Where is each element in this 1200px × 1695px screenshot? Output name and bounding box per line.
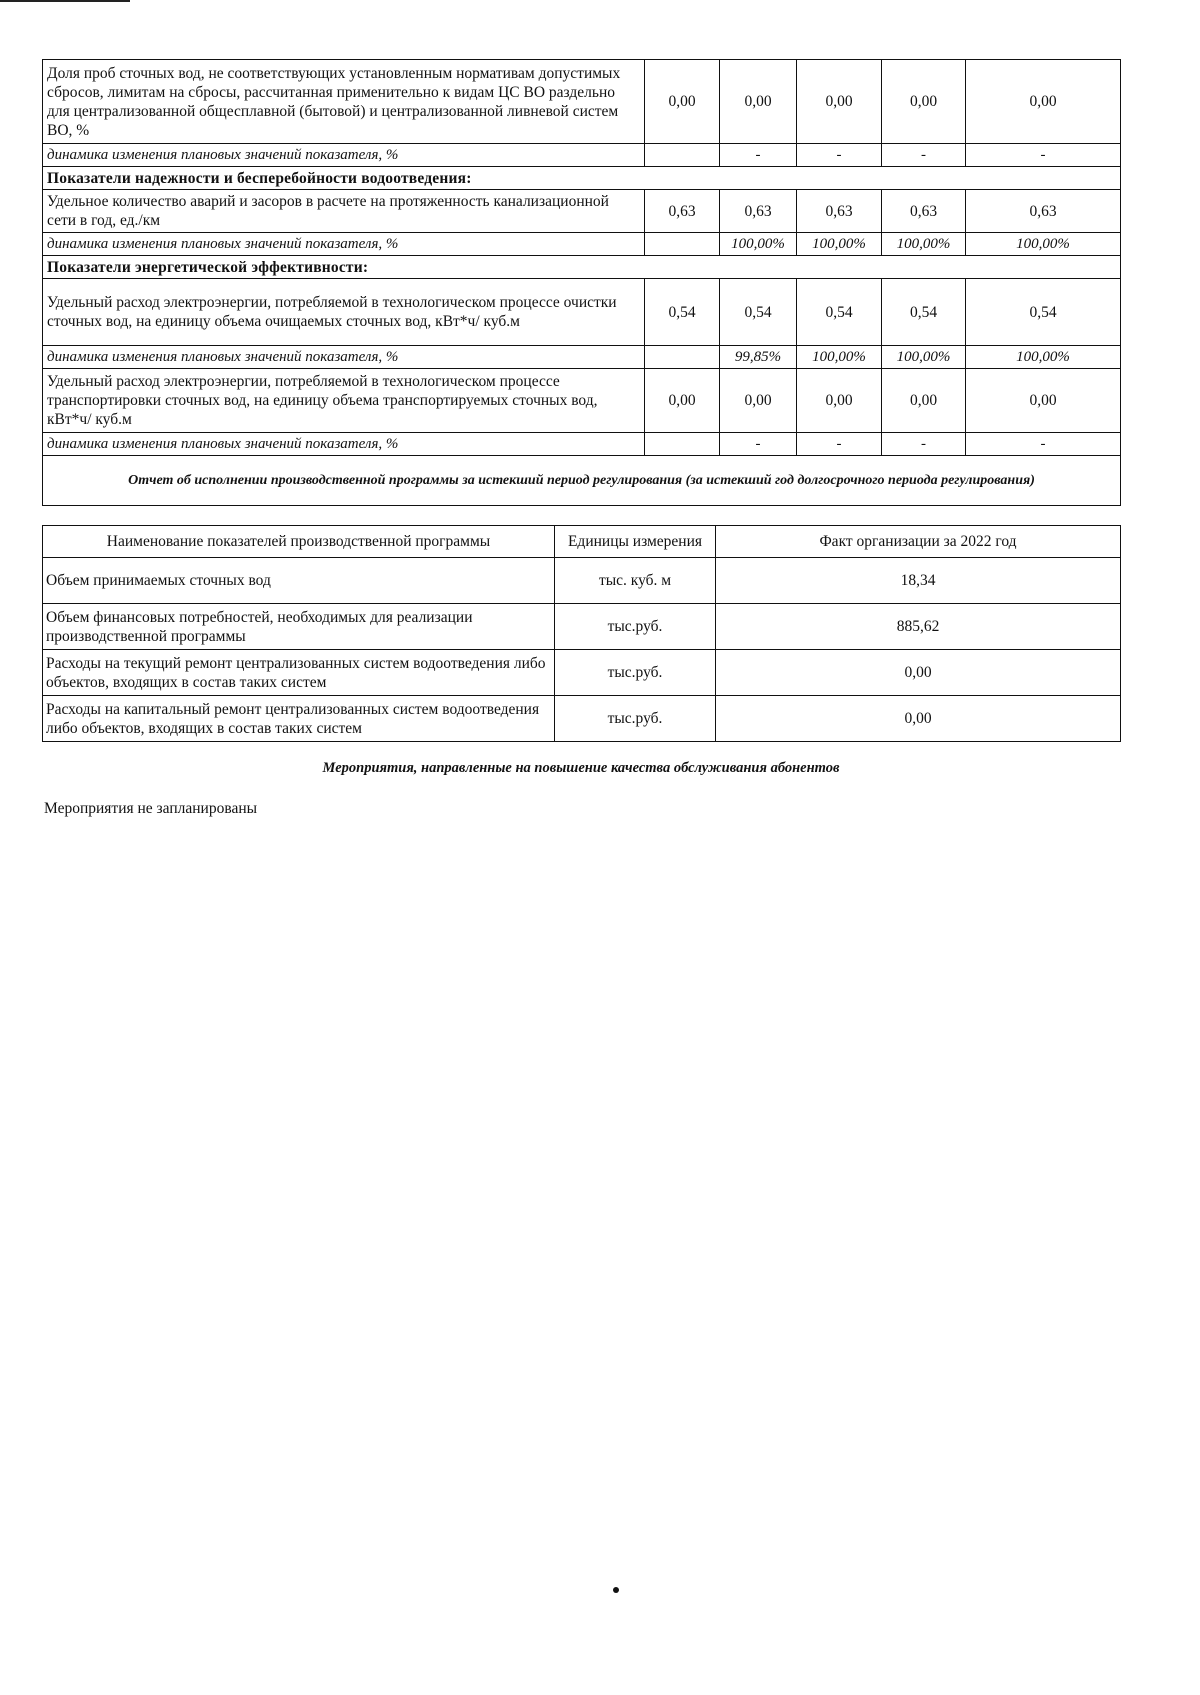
unit-cell: тыс. куб. м [555,558,716,604]
indicator-name: Объем финансовых потребностей, необходимых для реализации производственной программы [43,604,555,650]
section-title: Показатели надежности и бесперебойности водоотведения: [43,167,1121,190]
value-cell: 100,00% [797,233,882,256]
column-header: Факт организации за 2022 год [716,526,1121,558]
unit-cell: тыс.руб. [555,696,716,742]
value-cell [645,233,720,256]
value-cell: - [797,433,882,456]
report-title-row [43,456,1121,506]
column-header: Наименование показателей производственной программы [43,526,555,558]
indicator-name: Объем принимаемых сточных вод [43,558,555,604]
unit-cell: тыс.руб. [555,604,716,650]
value-cell [645,144,720,167]
value-cell: 0,54 [882,279,966,346]
table-row [43,558,1121,604]
value-cell: 18,34 [716,558,1121,604]
indicator-name: Расходы на капитальный ремонт централизованных систем водоотведения либо объектов, входящих в состав таких систем [43,696,555,742]
row-label: динамика изменения плановых значений показателя, % [43,144,645,167]
value-cell: 0,54 [645,279,720,346]
row-label: динамика изменения плановых значений показателя, % [43,346,645,369]
indicators-table [42,59,1121,506]
section-header [43,167,1121,190]
value-cell: - [882,144,966,167]
table-row [43,144,1121,167]
value-cell: 0,00 [645,369,720,433]
value-cell: 100,00% [966,233,1121,256]
table-row [43,279,1121,346]
value-cell: 0,00 [966,369,1121,433]
value-cell: 885,62 [716,604,1121,650]
table-row [43,604,1121,650]
value-cell: 100,00% [882,233,966,256]
value-cell: 0,63 [797,190,882,233]
measures-note: Мероприятия не запланированы [44,800,258,817]
table-row [43,346,1121,369]
value-cell: 0,63 [645,190,720,233]
value-cell: - [720,144,797,167]
value-cell: 0,00 [716,650,1121,696]
page-mark [613,1587,619,1593]
value-cell: 99,85% [720,346,797,369]
value-cell: 100,00% [966,346,1121,369]
value-cell [645,346,720,369]
column-header: Единицы измерения [555,526,716,558]
value-cell: 0,63 [882,190,966,233]
table-row [43,650,1121,696]
value-cell: 0,00 [716,696,1121,742]
table-row [43,369,1121,433]
report-header-row [43,526,1121,558]
value-cell: - [966,433,1121,456]
report-title: Отчет об исполнении производственной программы за истекший период регулирования (за истекший год долгосрочного периода регулирования) [43,456,1121,506]
table-row [43,433,1121,456]
value-cell: 100,00% [797,346,882,369]
value-cell: 0,00 [882,369,966,433]
unit-cell: тыс.руб. [555,650,716,696]
value-cell: 0,54 [966,279,1121,346]
value-cell: 0,63 [720,190,797,233]
value-cell: 0,63 [966,190,1121,233]
value-cell: - [882,433,966,456]
row-label: Доля проб сточных вод, не соответствующих установленным нормативам допустимых сбросов, лимитам на сбросы, рассчитанная применительно к видам ЦС ВО раздельно для централизованной общесплавной (бытовой) и централизованной ливневой систем ВО, % [43,60,645,144]
indicator-name: Расходы на текущий ремонт централизованных систем водоотведения либо объектов, входящих в состав таких систем [43,650,555,696]
row-label: Удельный расход электроэнергии, потребляемой в технологическом процессе транспортировки сточных вод, на единицу объема транспортируемых сточных вод, кВт*ч/ куб.м [43,369,645,433]
value-cell: - [720,433,797,456]
value-cell: 0,54 [720,279,797,346]
measures-caption: Мероприятия, направленные на повышение качества обслуживания абонентов [322,760,840,776]
table-row [43,190,1121,233]
row-label: Удельное количество аварий и засоров в расчете на протяженность канализационной сети в год, ед./км [43,190,645,233]
row-label: динамика изменения плановых значений показателя, % [43,233,645,256]
top-rule [0,0,130,2]
row-label: динамика изменения плановых значений показателя, % [43,433,645,456]
table-row [43,233,1121,256]
value-cell [645,433,720,456]
value-cell: 0,00 [797,60,882,144]
section-header [43,256,1121,279]
row-label: Удельный расход электроэнергии, потребляемой в технологическом процессе очистки сточных вод, на единицу объема очищаемых сточных вод, кВт*ч/ куб.м [43,279,645,346]
table-row [43,60,1121,144]
value-cell: 0,00 [720,369,797,433]
value-cell: - [797,144,882,167]
value-cell: 0,00 [966,60,1121,144]
value-cell: 100,00% [720,233,797,256]
value-cell: 0,00 [645,60,720,144]
value-cell: 0,00 [720,60,797,144]
value-cell: 0,00 [797,369,882,433]
value-cell: - [966,144,1121,167]
report-table [42,525,1121,742]
table-row [43,696,1121,742]
section-title: Показатели энергетической эффективности: [43,256,1121,279]
value-cell: 0,00 [882,60,966,144]
value-cell: 0,54 [797,279,882,346]
value-cell: 100,00% [882,346,966,369]
